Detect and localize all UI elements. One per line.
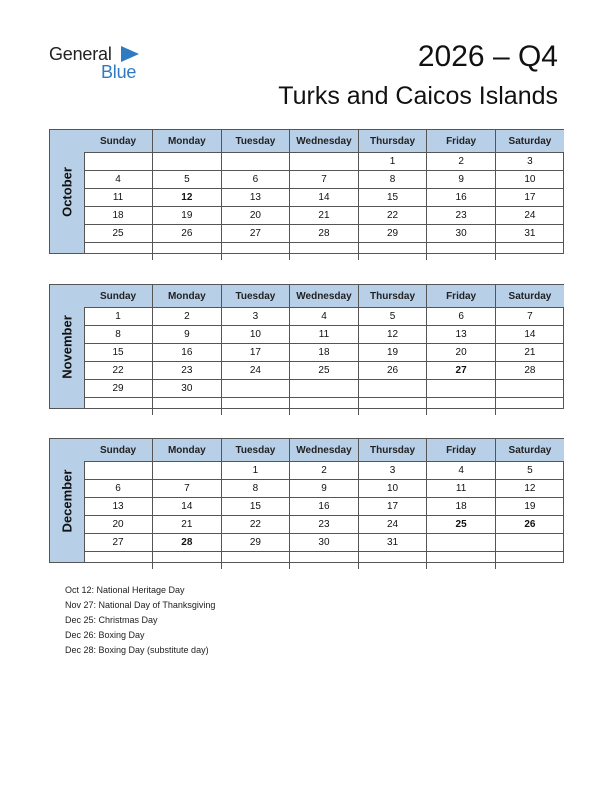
week-row [84,398,564,416]
day-cell: 16 [290,498,359,516]
week-row [84,462,564,480]
day-cell [358,380,427,398]
day-cell: 8 [221,480,290,498]
day-cell [290,153,359,171]
day-cell [290,552,359,570]
day-cell [495,534,564,552]
day-cell [358,552,427,570]
day-cell [84,153,153,171]
month-label [50,439,85,562]
day-cell [84,398,153,416]
weekday-header: Tuesday [221,439,290,462]
month-block-october [49,129,564,254]
day-cell: 5 [153,171,222,189]
day-cell: 21 [290,207,359,225]
day-cell: 29 [221,534,290,552]
day-cell [495,380,564,398]
day-cell: 28 [495,362,564,380]
day-cell: 15 [221,498,290,516]
day-cell: 20 [427,344,496,362]
weekday-header: Tuesday [221,130,290,153]
week-row [84,498,564,516]
day-cell: 7 [153,480,222,498]
day-cell: 17 [358,498,427,516]
day-cell: 9 [153,326,222,344]
day-cell: 19 [495,498,564,516]
day-cell: 22 [84,362,153,380]
week-row [84,189,564,207]
day-cell [358,243,427,261]
day-cell: 30 [153,380,222,398]
holiday-note: Dec 25: Christmas Day [65,615,158,625]
weekday-header: Saturday [495,285,564,308]
day-cell: 24 [221,362,290,380]
weekday-header-row [84,439,564,462]
day-cell: 23 [153,362,222,380]
day-cell: 12 [495,480,564,498]
day-cell: 1 [84,308,153,326]
month-grid [84,439,564,569]
day-cell: 7 [290,171,359,189]
holiday-note: Oct 12: National Heritage Day [65,585,185,595]
month-grid [84,130,564,260]
day-cell: 13 [221,189,290,207]
day-cell [84,552,153,570]
day-cell: 5 [495,462,564,480]
day-cell: 28 [290,225,359,243]
day-cell: 25 [427,516,496,534]
day-cell: 18 [290,344,359,362]
day-cell: 9 [427,171,496,189]
day-cell: 27 [84,534,153,552]
weekday-header: Tuesday [221,285,290,308]
day-cell: 2 [427,153,496,171]
day-cell [153,552,222,570]
day-cell: 28 [153,534,222,552]
day-cell: 15 [84,344,153,362]
day-cell [495,398,564,416]
day-cell: 6 [427,308,496,326]
day-cell: 6 [221,171,290,189]
day-cell: 19 [358,344,427,362]
day-cell: 13 [84,498,153,516]
day-cell: 10 [358,480,427,498]
day-cell: 26 [358,362,427,380]
day-cell: 14 [495,326,564,344]
day-cell: 11 [427,480,496,498]
day-cell: 12 [358,326,427,344]
day-cell: 18 [84,207,153,225]
day-cell: 1 [221,462,290,480]
logo-general-text: General [49,44,112,64]
day-cell: 29 [358,225,427,243]
day-cell: 16 [427,189,496,207]
day-cell: 4 [84,171,153,189]
day-cell [221,552,290,570]
day-cell: 22 [221,516,290,534]
day-cell: 17 [221,344,290,362]
day-cell: 2 [153,308,222,326]
weekday-header: Wednesday [290,130,359,153]
weekday-header: Thursday [358,285,427,308]
day-cell [290,243,359,261]
day-cell: 25 [84,225,153,243]
weekday-header: Thursday [358,130,427,153]
week-row [84,225,564,243]
day-cell: 21 [495,344,564,362]
day-cell: 4 [427,462,496,480]
day-cell: 9 [290,480,359,498]
day-cell: 6 [84,480,153,498]
day-cell: 20 [221,207,290,225]
day-cell: 8 [84,326,153,344]
week-row [84,207,564,225]
weekday-header: Sunday [84,130,153,153]
day-cell: 3 [495,153,564,171]
day-cell [427,398,496,416]
month-grid [84,285,564,415]
day-cell [153,398,222,416]
weekday-header: Saturday [495,439,564,462]
holiday-note: Dec 26: Boxing Day [65,630,145,640]
weekday-header: Friday [427,130,496,153]
weekday-header: Sunday [84,439,153,462]
week-row [84,362,564,380]
day-cell [221,398,290,416]
day-cell: 5 [358,308,427,326]
day-cell: 1 [358,153,427,171]
day-cell [427,243,496,261]
weekday-header: Wednesday [290,285,359,308]
day-cell: 22 [358,207,427,225]
weekday-header: Monday [153,285,222,308]
week-row [84,516,564,534]
weekday-header: Monday [153,439,222,462]
week-row [84,326,564,344]
day-cell: 21 [153,516,222,534]
month-block-december [49,438,564,563]
day-cell [495,552,564,570]
weekday-header: Saturday [495,130,564,153]
week-row [84,344,564,362]
day-cell: 31 [495,225,564,243]
day-cell: 14 [153,498,222,516]
day-cell: 7 [495,308,564,326]
weekday-header: Friday [427,439,496,462]
day-cell: 27 [221,225,290,243]
day-cell: 23 [427,207,496,225]
day-cell [290,380,359,398]
day-cell: 30 [427,225,496,243]
day-cell: 12 [153,189,222,207]
day-cell: 3 [358,462,427,480]
day-cell: 20 [84,516,153,534]
day-cell: 8 [358,171,427,189]
page-title: 2026 – Q4 [417,40,558,73]
month-block-november [49,284,564,409]
week-row [84,480,564,498]
day-cell [153,462,222,480]
day-cell [221,243,290,261]
day-cell [221,380,290,398]
day-cell: 26 [153,225,222,243]
day-cell: 11 [290,326,359,344]
day-cell [221,153,290,171]
day-cell: 13 [427,326,496,344]
week-row [84,534,564,552]
day-cell [427,380,496,398]
day-cell: 23 [290,516,359,534]
day-cell: 11 [84,189,153,207]
day-cell [427,552,496,570]
generalblue-logo [49,44,149,84]
day-cell: 25 [290,362,359,380]
day-cell [153,153,222,171]
weekday-header-row [84,130,564,153]
weekday-header: Friday [427,285,496,308]
day-cell [427,534,496,552]
day-cell: 17 [495,189,564,207]
day-cell [358,398,427,416]
page-subtitle: Turks and Caicos Islands [278,82,558,110]
week-row [84,308,564,326]
logo-triangle-icon [121,46,139,62]
day-cell: 27 [427,362,496,380]
day-cell: 2 [290,462,359,480]
day-cell: 26 [495,516,564,534]
day-cell: 31 [358,534,427,552]
day-cell: 14 [290,189,359,207]
day-cell [153,243,222,261]
month-name: December [59,469,75,532]
week-row [84,552,564,570]
week-row [84,153,564,171]
holiday-note: Nov 27: National Day of Thanksgiving [65,600,216,610]
holiday-notes [65,583,215,658]
weekday-header-row [84,285,564,308]
day-cell: 29 [84,380,153,398]
week-row [84,171,564,189]
day-cell: 30 [290,534,359,552]
day-cell: 24 [495,207,564,225]
day-cell: 3 [221,308,290,326]
weekday-header: Sunday [84,285,153,308]
logo-blue-text: Blue [101,62,137,82]
day-cell [495,243,564,261]
day-cell: 10 [221,326,290,344]
day-cell: 18 [427,498,496,516]
day-cell: 10 [495,171,564,189]
day-cell: 24 [358,516,427,534]
day-cell [84,243,153,261]
day-cell: 15 [358,189,427,207]
month-label [50,285,85,408]
day-cell: 19 [153,207,222,225]
week-row [84,380,564,398]
holiday-note: Dec 28: Boxing Day (substitute day) [65,645,209,655]
day-cell [290,398,359,416]
day-cell: 4 [290,308,359,326]
weekday-header: Wednesday [290,439,359,462]
week-row [84,243,564,261]
month-name: November [59,314,75,379]
month-label [50,130,85,253]
day-cell: 16 [153,344,222,362]
weekday-header: Monday [153,130,222,153]
day-cell [84,462,153,480]
weekday-header: Thursday [358,439,427,462]
month-name: October [59,166,75,217]
